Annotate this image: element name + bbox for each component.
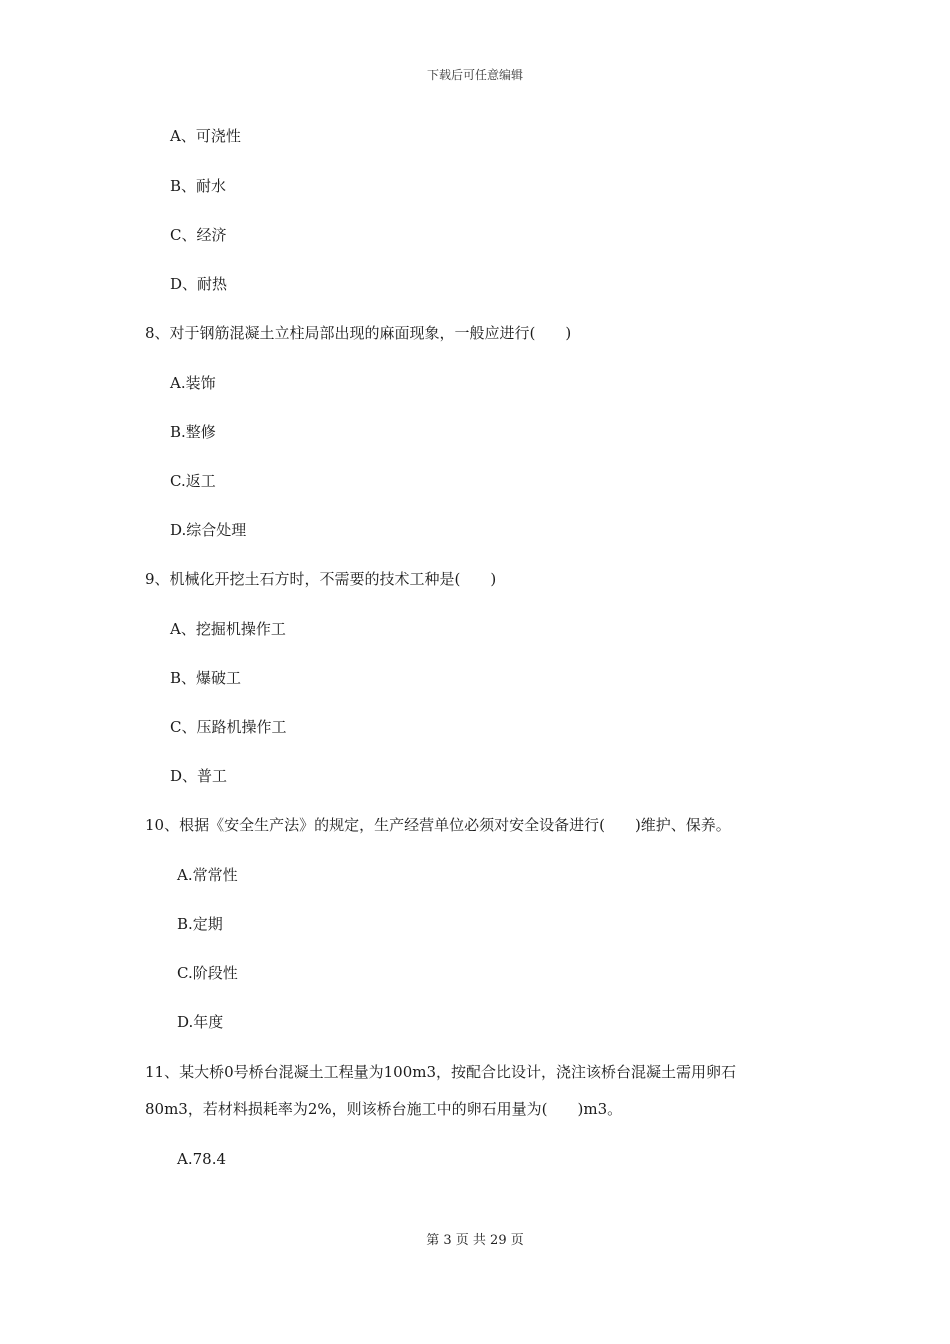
q7-option-c: C、经济: [170, 226, 227, 244]
q10-option-c: C.阶段性: [177, 964, 238, 982]
q9-stem: 9、机械化开挖土石方时，不需要的技术工种是( ): [145, 570, 497, 588]
page-header: 下载后可任意编辑: [426, 68, 523, 82]
q7-option-a: A、可浇性: [170, 127, 241, 145]
q9-option-a: A、挖掘机操作工: [170, 620, 286, 638]
q10-stem: 10、根据《安全生产法》的规定，生产经营单位必须对安全设备进行( )维护、保养。: [145, 816, 731, 834]
q8-option-c: C.返工: [170, 472, 216, 490]
q9-option-d: D、普工: [170, 767, 228, 785]
q10-option-d: D.年度: [177, 1013, 224, 1031]
q10-option-b: B.定期: [177, 915, 223, 933]
q11-stem-line1: 11、某大桥0号桥台混凝土工程量为100m3，按配合比设计，浇注该桥台混凝土需用卵石: [145, 1063, 737, 1081]
q9-option-c: C、压路机操作工: [170, 718, 287, 736]
q8-option-d: D.综合处理: [170, 521, 247, 539]
q10-option-a: A.常常性: [177, 866, 238, 884]
q8-stem: 8、对于钢筋混凝土立柱局部出现的麻面现象，一般应进行( ): [145, 324, 572, 342]
q7-option-b: B、耐水: [170, 177, 227, 195]
page-footer: 第 3 页 共 29 页: [426, 1233, 524, 1248]
q11-option-a: A.78.4: [177, 1150, 226, 1168]
q7-option-d: D、耐热: [170, 275, 228, 293]
q11-stem-line2: 80m3，若材料损耗率为2%，则该桥台施工中的卵石用量为( )m3。: [145, 1100, 623, 1118]
q8-option-b: B.整修: [170, 423, 216, 441]
q9-option-b: B、爆破工: [170, 669, 242, 687]
q8-option-a: A.装饰: [170, 374, 216, 392]
